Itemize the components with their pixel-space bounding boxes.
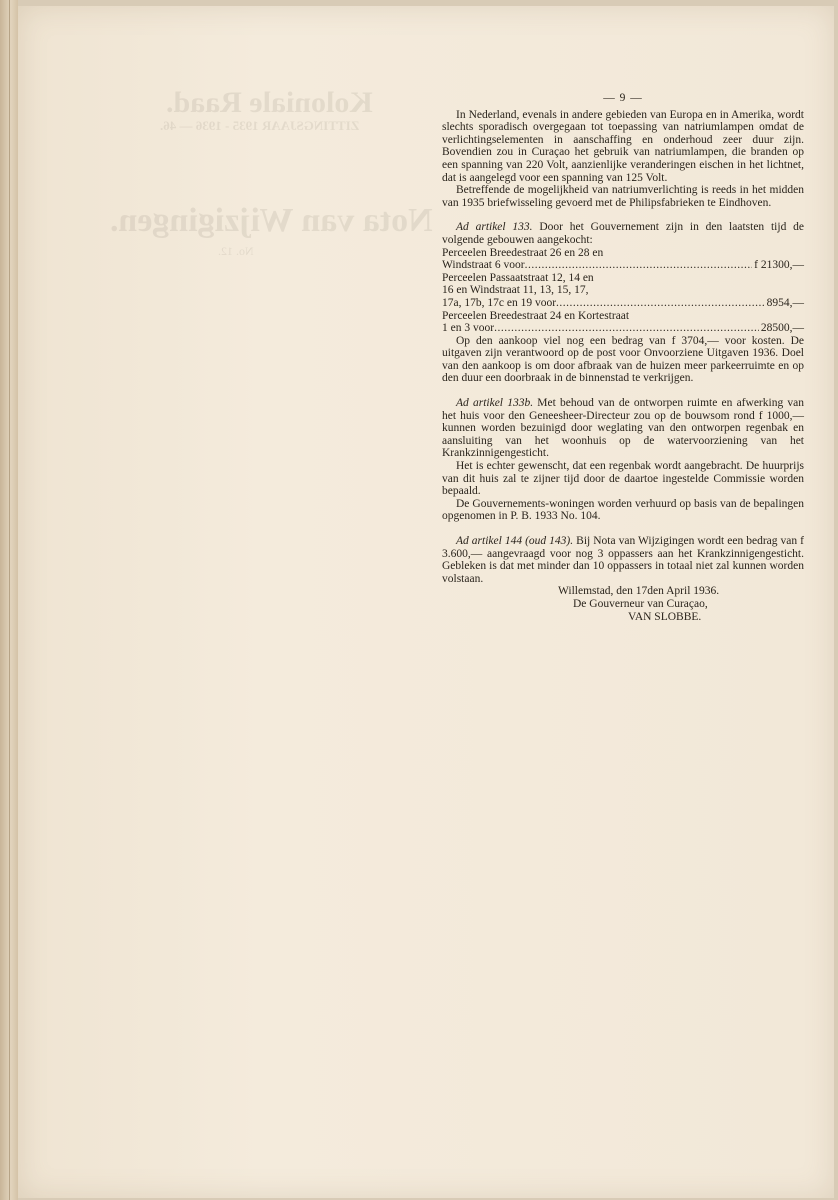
bleed-through-session: ZITTINGSJAAR 1935 - 1936 — 46. [160, 118, 360, 133]
paragraph-art133 [442, 221, 804, 246]
leader-dots [556, 297, 765, 310]
text-art133b: Met behoud van de ontworpen ruimte en afwerking van het huis voor den Geneesheer-Directeur zou op de bouwsom rond f 1000,— kunnen worden bezuinigd door weglating van den ontworpen regenbak en aansluiting van het woonhuis op de watervoorziening van het Krankzinnigengesticht. [442, 397, 804, 460]
paragraph-art133-after: Op den aankoop viel nog een bedrag van f 3704,— voor kosten. De uitgaven zijn verantwoord op de post voor Onvoorziene Uitgaven 1936. Doel van den aankoop is om door afbraak van de huizen meer parkeerruimte en op den duur een doorbraak in de binnenstad te verkrijgen. [442, 334, 804, 385]
paragraph-intro: In Nederland, evenals in andere gebieden van Europa en in Amerika, wordt slechts sporadisch overgegaan tot toepassing van natriumlampen omdat de verlichtingselementen in aanschaffing en onderhoud zeer duur zijn. Bovendien zou in Curaçao het gebruik van natriumlampen, die branden op een spanning van 220 Volt, aanzienlijke veranderingen eischen in het lichtnet, dat is aangelegd voor een spanning van 125 Volt. [442, 108, 804, 184]
heading-art133: Ad artikel 133. [456, 221, 533, 234]
page-binding [0, 0, 18, 1200]
paragraph-art144 [442, 535, 804, 585]
purchase-line: Perceelen Passaatstraat 12, 14 en [442, 271, 594, 284]
place-date: Willemstad, den 17den April 1936. [558, 585, 720, 598]
purchase-line: 16 en Windstraat 11, 13, 15, 17, [442, 284, 589, 297]
purchase-label: Windstraat 6 voor [442, 259, 525, 272]
purchase-label: 1 en 3 voor [442, 322, 495, 335]
purchase-amount: 28500,— [760, 322, 804, 335]
purchase-line [442, 297, 804, 310]
purchase-amount: 8954,— [766, 296, 804, 309]
purchase-line [442, 322, 804, 335]
purchase-label: 17a, 17b, 17c en 19 voor [442, 296, 557, 309]
leader-dots [494, 322, 759, 335]
document-page [18, 6, 834, 1198]
purchase-line: Perceelen Breedestraat 24 en Kortestraat [442, 309, 630, 322]
paragraph-art133b [442, 397, 804, 460]
heading-art133b: Ad artikel 133b. [456, 397, 534, 410]
paragraph-intro-2: Betreffende de mogelijkheid van natriumverlichting is reeds in het midden van 1935 briefwisseling gevoerd met de Philipsfabrieken te Eindhoven. [442, 184, 804, 209]
purchase-amount: f 21300,— [754, 259, 804, 272]
text-art133: Door het Gouvernement zijn in den laatsten tijd de volgende gebouwen aangekocht: [442, 221, 804, 246]
text-column [442, 92, 804, 623]
paragraph-art133b-2: Het is echter gewenscht, dat een regenbak wordt aangebracht. De huurprijs van dit huis zal te zijner tijd door de daartoe ingestelde Commissie worden bepaald. [442, 460, 804, 498]
leader-dots [525, 259, 753, 272]
paragraph-art133b-3: De Gouvernements-woningen worden verhuurd op basis van de bepalingen opgenomen in P. B. 1933 No. 104. [442, 497, 804, 523]
purchase-list [442, 247, 804, 335]
page-number: — 9 — [603, 92, 643, 104]
purchase-line [442, 259, 804, 272]
bleed-through-number: No. 12. [218, 244, 254, 258]
bleed-through-nota: Nota van Wijzigingen. [110, 202, 433, 239]
bleed-through-title: Koloniale Raad. [166, 86, 373, 119]
heading-art144: Ad artikel 144 (oud 143). [456, 535, 574, 547]
governor-signature: VAN SLOBBE. [628, 610, 702, 623]
purchase-line: Perceelen Breedestraat 26 en 28 en [442, 246, 604, 259]
text-art144: Bij Nota van Wijzigingen wordt een bedrag van f 3.600,— aangevraagd voor nog 3 oppassers aan het Krankzinnigengesticht. Gebleken is dat met minder dan 10 oppassers in totaal niet zal kunnen worden volstaan. [442, 535, 804, 585]
governor-title: De Gouverneur van Curaçao, [573, 597, 708, 610]
